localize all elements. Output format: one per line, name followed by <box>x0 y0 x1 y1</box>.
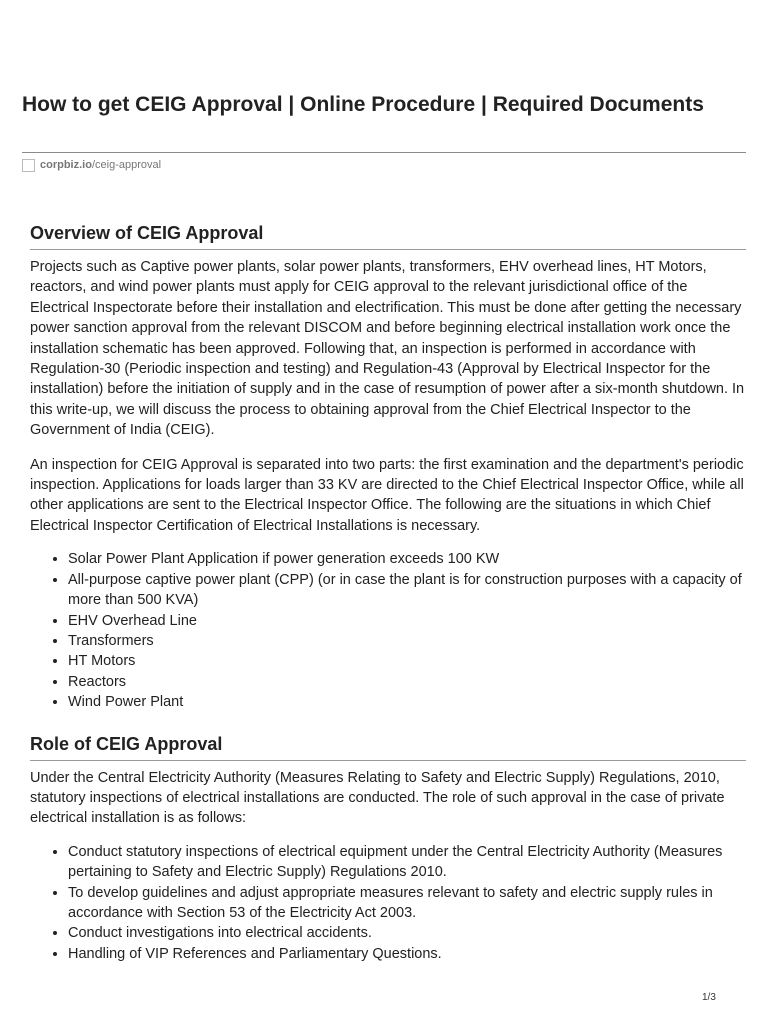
list-item: • Solar Power Plant Application if power generation exceeds 100 KW <box>68 549 746 569</box>
list-item: • To develop guidelines and adjust appropriate measures relevant to safety and electric supply rules in accordance with Section 53 of the Electricity Act 2003. <box>68 883 746 924</box>
list-item: • EHV Overhead Line <box>68 611 746 631</box>
section-heading-role: Role of CEIG Approval <box>30 731 746 761</box>
paragraph: An inspection for CEIG Approval is separated into two parts: the first examination and the department's periodic inspection. Applications for loads larger than 33 KV are directed to the Chief Electrical Inspector Office, while all other applications are sent to the Electrical Inspector Office. The following are the situations in which Chief Electrical Inspector Certification of Electrical Installations is necessary. <box>30 456 744 534</box>
source-url[interactable] <box>22 157 161 173</box>
page-number: 1/3 <box>702 992 716 1003</box>
source-domain[interactable]: corpbiz.io <box>40 159 92 171</box>
list-item: • Conduct investigations into electrical accidents. <box>68 923 746 943</box>
favicon-icon <box>22 159 35 172</box>
article-body <box>30 220 746 964</box>
paragraph: Projects such as Captive power plants, solar power plants, transformers, EHV overhead lines, HT Motors, reactors, and wind power plants must apply for CEIG approval to the relevant jurisdictional office of the Electrical Inspectorate before their installation and electrification. This must be done after getting the necessary power sanction approval from the relevant DISCOM and before beginning electrical installation work once the installation schematic has been approved. Following that, an inspection is performed in accordance with Regulation-30 (Periodic inspection and testing) and Regulation-43 (Approval by Electrical Inspector for the installation) before the initiation of supply and in the case of resumption of power after a six-month shutdown. In this write-up, we will discuss the process to obtaining approval from the Chief Electrical Inspector to the Government of India (CEIG). <box>30 259 745 439</box>
bullet-list <box>30 549 746 712</box>
list-item: • HT Motors <box>68 651 746 671</box>
title-divider <box>22 152 746 153</box>
list-item: • All-purpose captive power plant (CPP) (or in case the plant is for construction purposes with a capacity of more than 500 KVA) <box>68 570 746 611</box>
section-heading-overview: Overview of CEIG Approval <box>30 220 746 250</box>
list-item: • Conduct statutory inspections of electrical equipment under the Central Electricity Authority (Measures pertaining to Safety and Electric Supply) Regulations 2010. <box>68 842 746 883</box>
list-item: • Wind Power Plant <box>68 692 746 712</box>
bullet-list <box>30 842 746 964</box>
list-item: • Reactors <box>68 672 746 692</box>
document-title: How to get CEIG Approval | Online Procedure | Required Documents <box>22 93 704 116</box>
list-item: • Transformers <box>68 631 746 651</box>
source-path[interactable]: /ceig-approval <box>91 159 162 171</box>
list-item: • Handling of VIP References and Parliamentary Questions. <box>68 944 746 964</box>
paragraph: Under the Central Electricity Authority (Measures Relating to Safety and Electric Supply) Regulations, 2010, statutory inspections of electrical installations are conducted. The role of such approval in the case of private electrical installation is as follows: <box>30 769 725 827</box>
